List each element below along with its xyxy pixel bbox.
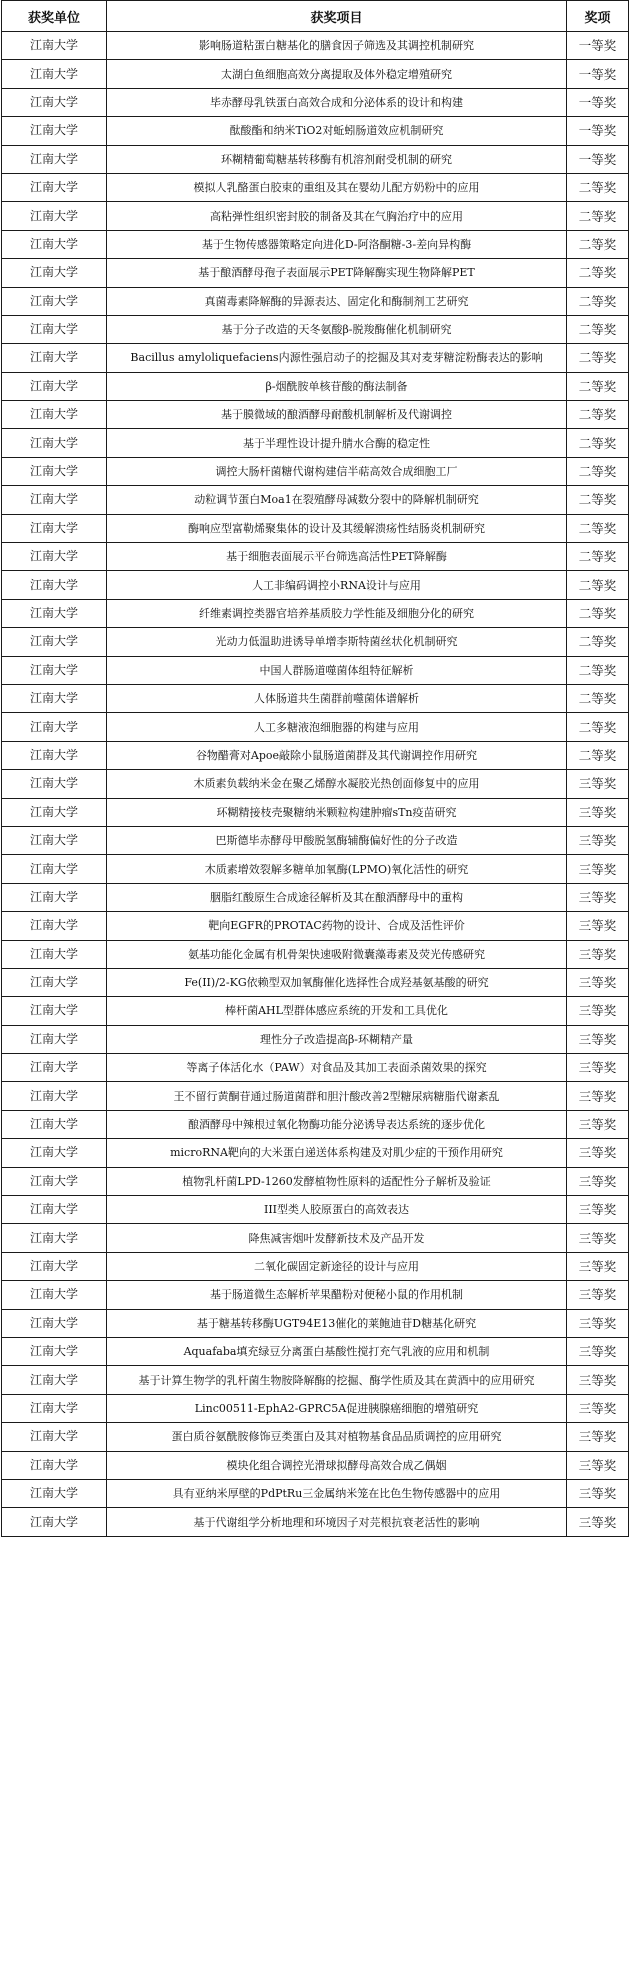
- award-unit-cell: 江南大学: [2, 656, 107, 684]
- award-project-cell: 动粒调节蛋白Moa1在裂殖酵母减数分裂中的降解机制研究: [107, 486, 567, 514]
- award-project-cell: 降焦减害烟叶发酵新技术及产品开发: [107, 1224, 567, 1252]
- award-project-cell: 基于细胞表面展示平台筛选高活性PET降解酶: [107, 543, 567, 571]
- award-project-cell: Fe(II)/2-KG依赖型双加氧酶催化选择性合成羟基氨基酸的研究: [107, 968, 567, 996]
- table-row: [2, 486, 629, 514]
- header-project: 获奖项目: [107, 1, 567, 32]
- award-unit-cell: 江南大学: [2, 202, 107, 230]
- award-rank-cell: 三等奖: [567, 1196, 629, 1224]
- table-row: [2, 1139, 629, 1167]
- table-row: [2, 1054, 629, 1082]
- award-unit-cell: 江南大学: [2, 940, 107, 968]
- award-unit-cell: 江南大学: [2, 1337, 107, 1365]
- award-project-cell: 等离子体活化水（PAW）对食品及其加工表面杀菌效果的探究: [107, 1054, 567, 1082]
- table-row: [2, 1196, 629, 1224]
- award-unit-cell: 江南大学: [2, 599, 107, 627]
- table-row: [2, 429, 629, 457]
- award-rank-cell: 三等奖: [567, 798, 629, 826]
- table-row: [2, 940, 629, 968]
- award-project-cell: 太湖白鱼细胞高效分离提取及体外稳定增殖研究: [107, 60, 567, 88]
- award-unit-cell: 江南大学: [2, 60, 107, 88]
- award-unit-cell: 江南大学: [2, 628, 107, 656]
- award-project-cell: β-烟酰胺单核苷酸的酶法制备: [107, 372, 567, 400]
- award-project-cell: 环糊精葡萄糖基转移酶有机溶剂耐受机制的研究: [107, 145, 567, 173]
- award-project-cell: 模拟人乳酪蛋白胶束的重组及其在婴幼儿配方奶粉中的应用: [107, 173, 567, 201]
- award-rank-cell: 二等奖: [567, 259, 629, 287]
- award-rank-cell: 二等奖: [567, 599, 629, 627]
- award-unit-cell: 江南大学: [2, 1224, 107, 1252]
- award-rank-cell: 三等奖: [567, 1139, 629, 1167]
- award-unit-cell: 江南大学: [2, 1110, 107, 1138]
- award-project-cell: 酶响应型富勒烯聚集体的设计及其缓解溃疡性结肠炎机制研究: [107, 514, 567, 542]
- award-rank-cell: 三等奖: [567, 1252, 629, 1280]
- award-project-cell: microRNA靶向的大米蛋白递送体系构建及对肌少症的干预作用研究: [107, 1139, 567, 1167]
- award-unit-cell: 江南大学: [2, 259, 107, 287]
- table-row: [2, 1508, 629, 1536]
- table-row: [2, 543, 629, 571]
- award-rank-cell: 三等奖: [567, 1479, 629, 1507]
- table-row: [2, 117, 629, 145]
- table-row: [2, 883, 629, 911]
- award-rank-cell: 一等奖: [567, 32, 629, 60]
- award-project-cell: Linc00511-EphA2-GPRC5A促进胰腺癌细胞的增殖研究: [107, 1394, 567, 1422]
- award-unit-cell: 江南大学: [2, 486, 107, 514]
- table-row: [2, 1451, 629, 1479]
- award-rank-cell: 三等奖: [567, 1451, 629, 1479]
- table-row: [2, 145, 629, 173]
- award-rank-cell: 三等奖: [567, 1167, 629, 1195]
- table-row: [2, 1281, 629, 1309]
- table-row: [2, 344, 629, 372]
- award-rank-cell: 二等奖: [567, 344, 629, 372]
- award-rank-cell: 三等奖: [567, 1110, 629, 1138]
- award-unit-cell: 江南大学: [2, 429, 107, 457]
- award-unit-cell: 江南大学: [2, 1479, 107, 1507]
- award-project-cell: 具有亚纳米厚壁的PdPtRu三金属纳米笼在比色生物传感器中的应用: [107, 1479, 567, 1507]
- award-rank-cell: 二等奖: [567, 571, 629, 599]
- award-unit-cell: 江南大学: [2, 173, 107, 201]
- table-row: [2, 88, 629, 116]
- award-project-cell: 基于酿酒酵母孢子表面展示PET降解酶实现生物降解PET: [107, 259, 567, 287]
- award-unit-cell: 江南大学: [2, 713, 107, 741]
- award-project-cell: 模块化组合调控光滑球拟酵母高效合成乙偶姻: [107, 1451, 567, 1479]
- award-unit-cell: 江南大学: [2, 798, 107, 826]
- table-row: [2, 1337, 629, 1365]
- table-row: [2, 855, 629, 883]
- award-project-cell: 二氧化碳固定新途径的设计与应用: [107, 1252, 567, 1280]
- award-rank-cell: 二等奖: [567, 741, 629, 769]
- award-rank-cell: 三等奖: [567, 1025, 629, 1053]
- table-row: [2, 230, 629, 258]
- table-row: [2, 1423, 629, 1451]
- award-unit-cell: 江南大学: [2, 1508, 107, 1536]
- award-unit-cell: 江南大学: [2, 230, 107, 258]
- award-project-cell: 中国人群肠道噬菌体组特征解析: [107, 656, 567, 684]
- table-row: [2, 599, 629, 627]
- award-project-cell: 人工多糖液泡细胞器的构建与应用: [107, 713, 567, 741]
- award-rank-cell: 三等奖: [567, 1281, 629, 1309]
- award-rank-cell: 三等奖: [567, 1508, 629, 1536]
- award-project-cell: 环糊精接枝壳聚糖纳米颗粒构建肿瘤sTn疫苗研究: [107, 798, 567, 826]
- award-unit-cell: 江南大学: [2, 883, 107, 911]
- award-unit-cell: 江南大学: [2, 457, 107, 485]
- table-row: [2, 173, 629, 201]
- table-row: [2, 571, 629, 599]
- award-rank-cell: 三等奖: [567, 883, 629, 911]
- award-unit-cell: 江南大学: [2, 32, 107, 60]
- table-row: [2, 826, 629, 854]
- table-row: [2, 401, 629, 429]
- award-unit-cell: 江南大学: [2, 1309, 107, 1337]
- award-rank-cell: 二等奖: [567, 315, 629, 343]
- table-row: [2, 684, 629, 712]
- award-rank-cell: 三等奖: [567, 997, 629, 1025]
- table-row: [2, 315, 629, 343]
- award-project-cell: 胭脂红酸原生合成途径解析及其在酿酒酵母中的重构: [107, 883, 567, 911]
- table-row: [2, 60, 629, 88]
- award-rank-cell: 二等奖: [567, 202, 629, 230]
- award-rank-cell: 二等奖: [567, 543, 629, 571]
- award-project-cell: 基于分子改造的天冬氨酸β-脱羧酶催化机制研究: [107, 315, 567, 343]
- award-project-cell: 基于半理性设计提升腈水合酶的稳定性: [107, 429, 567, 457]
- table-row: [2, 798, 629, 826]
- award-unit-cell: 江南大学: [2, 770, 107, 798]
- award-project-cell: 基于肠道微生态解析苹果醋粉对便秘小鼠的作用机制: [107, 1281, 567, 1309]
- award-unit-cell: 江南大学: [2, 968, 107, 996]
- award-rank-cell: 二等奖: [567, 173, 629, 201]
- award-rank-cell: 二等奖: [567, 628, 629, 656]
- award-unit-cell: 江南大学: [2, 1054, 107, 1082]
- award-rank-cell: 二等奖: [567, 401, 629, 429]
- award-unit-cell: 江南大学: [2, 826, 107, 854]
- award-unit-cell: 江南大学: [2, 1281, 107, 1309]
- award-rank-cell: 三等奖: [567, 1082, 629, 1110]
- table-row: [2, 1082, 629, 1110]
- award-rank-cell: 三等奖: [567, 1224, 629, 1252]
- award-project-cell: 光动力低温助进诱导单增李斯特菌丝状化机制研究: [107, 628, 567, 656]
- award-rank-cell: 二等奖: [567, 486, 629, 514]
- award-project-cell: 王不留行黄酮苷通过肠道菌群和胆汁酸改善2型糖尿病糖脂代谢紊乱: [107, 1082, 567, 1110]
- award-project-cell: 基于代谢组学分析地理和环境因子对芫根抗衰老活性的影响: [107, 1508, 567, 1536]
- award-rank-cell: 二等奖: [567, 457, 629, 485]
- table-row: [2, 713, 629, 741]
- award-rank-cell: 三等奖: [567, 855, 629, 883]
- award-unit-cell: 江南大学: [2, 1025, 107, 1053]
- table-row: [2, 1110, 629, 1138]
- award-rank-cell: 二等奖: [567, 372, 629, 400]
- table-row: [2, 628, 629, 656]
- award-project-cell: 酞酸酯和纳米TiO2对蚯蚓肠道效应机制研究: [107, 117, 567, 145]
- award-unit-cell: 江南大学: [2, 145, 107, 173]
- award-project-cell: 基于糖基转移酶UGT94E13催化的莱鲍迪苷D糖基化研究: [107, 1309, 567, 1337]
- table-row: [2, 656, 629, 684]
- award-rank-cell: 三等奖: [567, 1309, 629, 1337]
- award-rank-cell: 三等奖: [567, 1423, 629, 1451]
- table-row: [2, 968, 629, 996]
- award-rank-cell: 二等奖: [567, 656, 629, 684]
- award-unit-cell: 江南大学: [2, 372, 107, 400]
- award-project-cell: 影响肠道粘蛋白糖基化的膳食因子筛选及其调控机制研究: [107, 32, 567, 60]
- award-unit-cell: 江南大学: [2, 855, 107, 883]
- award-rank-cell: 三等奖: [567, 826, 629, 854]
- award-unit-cell: 江南大学: [2, 401, 107, 429]
- table-row: [2, 1025, 629, 1053]
- table-row: [2, 1224, 629, 1252]
- table-row: [2, 32, 629, 60]
- award-project-cell: 木质素增效裂解多糖单加氧酶(LPMO)氧化活性的研究: [107, 855, 567, 883]
- award-unit-cell: 江南大学: [2, 684, 107, 712]
- table-row: [2, 202, 629, 230]
- award-project-cell: 纤维素调控类器官培养基质胶力学性能及细胞分化的研究: [107, 599, 567, 627]
- award-unit-cell: 江南大学: [2, 741, 107, 769]
- table-row: [2, 997, 629, 1025]
- award-rank-cell: 三等奖: [567, 1394, 629, 1422]
- award-rank-cell: 二等奖: [567, 287, 629, 315]
- awards-table: [1, 0, 629, 1537]
- award-project-cell: 理性分子改造提高β-环糊精产量: [107, 1025, 567, 1053]
- award-project-cell: 毕赤酵母乳铁蛋白高效合成和分泌体系的设计和构建: [107, 88, 567, 116]
- award-project-cell: Bacillus amyloliquefaciens内源性强启动子的挖掘及其对麦芽糖淀粉酶表达的影响: [107, 344, 567, 372]
- table-row: [2, 372, 629, 400]
- table-row: [2, 514, 629, 542]
- award-rank-cell: 三等奖: [567, 1054, 629, 1082]
- award-unit-cell: 江南大学: [2, 287, 107, 315]
- award-unit-cell: 江南大学: [2, 117, 107, 145]
- award-unit-cell: 江南大学: [2, 1366, 107, 1394]
- award-unit-cell: 江南大学: [2, 1167, 107, 1195]
- header-unit: 获奖单位: [2, 1, 107, 32]
- header-row: [2, 1, 629, 32]
- award-unit-cell: 江南大学: [2, 912, 107, 940]
- award-rank-cell: 一等奖: [567, 117, 629, 145]
- table-row: [2, 1366, 629, 1394]
- award-project-cell: 高粘弹性组织密封胶的制备及其在气胸治疗中的应用: [107, 202, 567, 230]
- award-rank-cell: 二等奖: [567, 713, 629, 741]
- award-unit-cell: 江南大学: [2, 997, 107, 1025]
- award-project-cell: 人工非编码调控小RNA设计与应用: [107, 571, 567, 599]
- award-unit-cell: 江南大学: [2, 1196, 107, 1224]
- award-project-cell: 酿酒酵母中辣根过氧化物酶功能分泌诱导表达系统的逐步优化: [107, 1110, 567, 1138]
- award-project-cell: 调控大肠杆菌糖代谢构建信半萜高效合成细胞工厂: [107, 457, 567, 485]
- table-row: [2, 1394, 629, 1422]
- award-project-cell: Aquafaba填充绿豆分离蛋白基酸性搅打充气乳液的应用和机制: [107, 1337, 567, 1365]
- table-row: [2, 1309, 629, 1337]
- award-rank-cell: 三等奖: [567, 968, 629, 996]
- award-project-cell: 氨基功能化金属有机骨架快速吸附微囊藻毒素及荧光传感研究: [107, 940, 567, 968]
- award-unit-cell: 江南大学: [2, 1082, 107, 1110]
- award-project-cell: 靶向EGFR的PROTAC药物的设计、合成及活性评价: [107, 912, 567, 940]
- header-rank: 奖项: [567, 1, 629, 32]
- award-rank-cell: 三等奖: [567, 912, 629, 940]
- award-project-cell: 棒杆菌AHL型群体感应系统的开发和工具优化: [107, 997, 567, 1025]
- award-project-cell: 谷物醋膏对Apoe敲除小鼠肠道菌群及其代谢调控作用研究: [107, 741, 567, 769]
- award-rank-cell: 一等奖: [567, 88, 629, 116]
- table-row: [2, 1252, 629, 1280]
- award-rank-cell: 三等奖: [567, 940, 629, 968]
- award-rank-cell: 三等奖: [567, 770, 629, 798]
- award-project-cell: 木质素负载纳米金在聚乙烯醇水凝胶光热创面修复中的应用: [107, 770, 567, 798]
- award-rank-cell: 二等奖: [567, 230, 629, 258]
- award-unit-cell: 江南大学: [2, 1451, 107, 1479]
- award-rank-cell: 一等奖: [567, 60, 629, 88]
- table-row: [2, 287, 629, 315]
- table-row: [2, 1479, 629, 1507]
- award-unit-cell: 江南大学: [2, 88, 107, 116]
- award-rank-cell: 一等奖: [567, 145, 629, 173]
- award-project-cell: 人体肠道共生菌群前噬菌体谱解析: [107, 684, 567, 712]
- table-row: [2, 741, 629, 769]
- table-row: [2, 912, 629, 940]
- award-project-cell: 基于计算生物学的乳杆菌生物胺降解酶的挖掘、酶学性质及其在黄酒中的应用研究: [107, 1366, 567, 1394]
- table-row: [2, 259, 629, 287]
- award-project-cell: 真菌毒素降解酶的异源表达、固定化和酶制剂工艺研究: [107, 287, 567, 315]
- award-project-cell: 植物乳杆菌LPD-1260发酵植物性原料的适配性分子解析及验证: [107, 1167, 567, 1195]
- award-unit-cell: 江南大学: [2, 543, 107, 571]
- award-rank-cell: 二等奖: [567, 684, 629, 712]
- award-unit-cell: 江南大学: [2, 1423, 107, 1451]
- award-rank-cell: 二等奖: [567, 429, 629, 457]
- award-rank-cell: 三等奖: [567, 1337, 629, 1365]
- award-rank-cell: 二等奖: [567, 514, 629, 542]
- award-unit-cell: 江南大学: [2, 1394, 107, 1422]
- table-row: [2, 770, 629, 798]
- award-project-cell: 蛋白质谷氨酰胺修饰豆类蛋白及其对植物基食品品质调控的应用研究: [107, 1423, 567, 1451]
- table-row: [2, 457, 629, 485]
- award-unit-cell: 江南大学: [2, 571, 107, 599]
- award-rank-cell: 三等奖: [567, 1366, 629, 1394]
- award-project-cell: III型类人胶原蛋白的高效表达: [107, 1196, 567, 1224]
- award-unit-cell: 江南大学: [2, 344, 107, 372]
- award-project-cell: 基于膜微域的酿酒酵母耐酸机制解析及代谢调控: [107, 401, 567, 429]
- award-unit-cell: 江南大学: [2, 1139, 107, 1167]
- award-unit-cell: 江南大学: [2, 1252, 107, 1280]
- award-unit-cell: 江南大学: [2, 514, 107, 542]
- award-unit-cell: 江南大学: [2, 315, 107, 343]
- table-body: [2, 32, 629, 1537]
- award-project-cell: 基于生物传感器策略定向进化D-阿洛酮糖-3-差向异构酶: [107, 230, 567, 258]
- award-project-cell: 巴斯德毕赤酵母甲酸脱氢酶辅酶偏好性的分子改造: [107, 826, 567, 854]
- table-row: [2, 1167, 629, 1195]
